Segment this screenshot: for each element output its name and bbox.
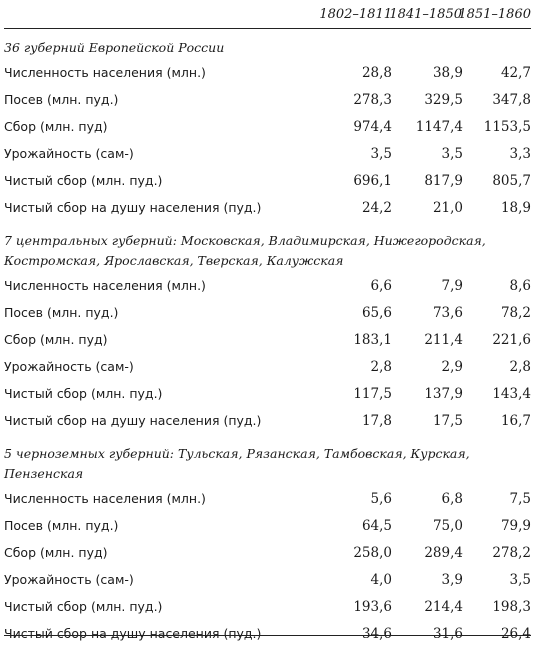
cell-value: 7,5 (509, 491, 531, 507)
cell-value: 8,6 (509, 278, 531, 294)
section-title: 5 черноземных губерний: Тульская, Рязанская, Тамбовская, Курская, Пензенская (4, 446, 470, 481)
cell-value: 5,6 (370, 491, 392, 507)
row-label: Численность населения (млн.) (4, 491, 206, 506)
cell-value: 3,5 (509, 572, 531, 588)
row-label: Чистый сбор (млн. пуд.) (4, 386, 163, 401)
table-row (4, 541, 531, 568)
row-label: Урожайность (сам-) (4, 359, 134, 374)
cell-value: 3,5 (370, 146, 392, 162)
cell-value: 65,6 (361, 305, 392, 321)
cell-value: 278,3 (353, 92, 392, 108)
table-row (4, 115, 531, 142)
cell-value: 38,9 (432, 65, 463, 81)
row-label: Урожайность (сам-) (4, 146, 134, 161)
row-label: Численность населения (млн.) (4, 65, 206, 80)
statistics-table (4, 0, 531, 649)
cell-value: 31,6 (432, 626, 463, 642)
cell-value: 211,4 (424, 332, 463, 348)
column-header-1802-1811: 1802–1811 (319, 7, 392, 22)
cell-value: 21,0 (432, 200, 463, 216)
table-row (4, 61, 531, 88)
table-row (4, 568, 531, 595)
cell-value: 79,9 (500, 518, 531, 534)
section-european-russia (4, 30, 531, 223)
cell-value: 16,7 (500, 413, 531, 429)
row-label: Чистый сбор (млн. пуд.) (4, 599, 163, 614)
cell-value: 2,9 (441, 359, 463, 375)
cell-value: 183,1 (353, 332, 392, 348)
table-row (4, 142, 531, 169)
row-label: Чистый сбор на душу населения (пуд.) (4, 626, 262, 641)
cell-value: 64,5 (361, 518, 392, 534)
table-row (4, 88, 531, 115)
cell-value: 6,6 (370, 278, 392, 294)
cell-value: 1147,4 (415, 119, 463, 135)
cell-value: 26,4 (500, 626, 531, 642)
cell-value: 193,6 (353, 599, 392, 615)
table-row (4, 595, 531, 622)
table-row (4, 355, 531, 382)
cell-value: 221,6 (492, 332, 531, 348)
cell-value: 198,3 (492, 599, 531, 615)
header-rule (4, 28, 531, 29)
section-black-earth-provinces (4, 436, 531, 649)
row-label: Сбор (млн. пуд) (4, 545, 108, 560)
row-label: Чистый сбор на душу населения (пуд.) (4, 200, 262, 215)
cell-value: 17,5 (432, 413, 463, 429)
table-row (4, 169, 531, 196)
table-row (4, 301, 531, 328)
column-header-1841-1850: 1841–1850 (389, 7, 462, 22)
cell-value: 17,8 (361, 413, 392, 429)
table-row (4, 328, 531, 355)
cell-value: 7,9 (441, 278, 463, 294)
cell-value: 34,6 (361, 626, 392, 642)
table-row (4, 409, 531, 436)
row-label: Урожайность (сам-) (4, 572, 134, 587)
cell-value: 24,2 (361, 200, 392, 216)
cell-value: 1153,5 (483, 119, 531, 135)
row-label: Чистый сбор (млн. пуд.) (4, 173, 163, 188)
cell-value: 2,8 (509, 359, 531, 375)
cell-value: 289,4 (424, 545, 463, 561)
table-row (4, 382, 531, 409)
cell-value: 73,6 (432, 305, 463, 321)
row-label: Сбор (млн. пуд) (4, 119, 108, 134)
table-row (4, 487, 531, 514)
cell-value: 974,4 (353, 119, 392, 135)
cell-value: 329,5 (424, 92, 463, 108)
row-label: Сбор (млн. пуд) (4, 332, 108, 347)
section-central-provinces (4, 223, 531, 436)
cell-value: 278,2 (492, 545, 531, 561)
table-header (4, 0, 531, 30)
cell-value: 42,7 (500, 65, 531, 81)
row-label: Посев (млн. пуд.) (4, 305, 119, 320)
table-row (4, 274, 531, 301)
cell-value: 78,2 (500, 305, 531, 321)
cell-value: 696,1 (353, 173, 392, 189)
row-label: Чистый сбор на душу населения (пуд.) (4, 413, 262, 428)
cell-value: 817,9 (424, 173, 463, 189)
cell-value: 143,4 (492, 386, 531, 402)
row-label: Численность населения (млн.) (4, 278, 206, 293)
cell-value: 258,0 (353, 545, 392, 561)
table-row (4, 196, 531, 223)
cell-value: 6,8 (441, 491, 463, 507)
cell-value: 18,9 (500, 200, 531, 216)
row-label: Посев (млн. пуд.) (4, 92, 119, 107)
cell-value: 75,0 (432, 518, 463, 534)
cell-value: 347,8 (492, 92, 531, 108)
table-row (4, 514, 531, 541)
row-label: Посев (млн. пуд.) (4, 518, 119, 533)
cell-value: 3,3 (509, 146, 531, 162)
section-title: 36 губерний Европейской России (4, 40, 225, 55)
cell-value: 28,8 (361, 65, 392, 81)
cell-value: 4,0 (370, 572, 392, 588)
column-header-1851-1860: 1851–1860 (458, 7, 531, 22)
section-title: 7 центральных губерний: Московская, Владимирская, Нижегородская, Костромская, Ярославская, Тверская, Калужская (4, 233, 486, 268)
cell-value: 137,9 (424, 386, 463, 402)
cell-value: 2,8 (370, 359, 392, 375)
cell-value: 214,4 (424, 599, 463, 615)
cell-value: 3,9 (441, 572, 463, 588)
footer-rule (4, 635, 531, 636)
cell-value: 805,7 (492, 173, 531, 189)
cell-value: 3,5 (441, 146, 463, 162)
cell-value: 117,5 (353, 386, 392, 402)
